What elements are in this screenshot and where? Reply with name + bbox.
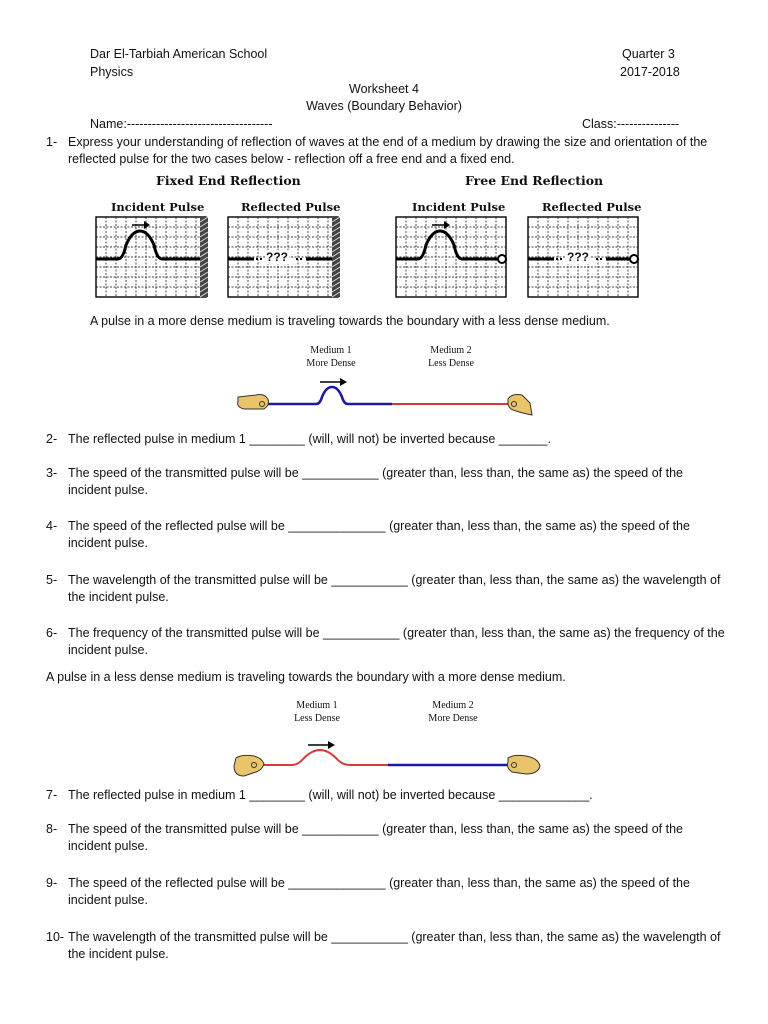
unknown-pulse-mark: ??? bbox=[567, 250, 589, 264]
free-end-ring-icon bbox=[498, 255, 506, 263]
question-4 bbox=[46, 518, 726, 552]
medium-name: Medium 2 bbox=[430, 345, 472, 356]
medium-name: Medium 2 bbox=[432, 700, 474, 711]
question-number: 4- bbox=[46, 519, 58, 533]
fixed-incident-diagram bbox=[96, 217, 214, 301]
free-end-title: Free End Reflection bbox=[465, 173, 604, 188]
medium1-label bbox=[296, 344, 366, 370]
free-reflected-label: Reflected Pulse bbox=[542, 200, 642, 214]
medium-density: More Dense bbox=[428, 713, 478, 724]
question-number: 7- bbox=[46, 788, 58, 802]
free-end-ring-icon bbox=[630, 255, 638, 263]
worksheet-topic: Waves (Boundary Behavior) bbox=[306, 99, 462, 113]
question-text: The speed of the transmitted pulse will be ___________ (greater than, less than, the same as) the speed of the incident pulse. bbox=[68, 466, 683, 497]
question-number: 5- bbox=[46, 573, 58, 587]
question-text: The speed of the reflected pulse will be ______________ (greater than, less than, the same as) the speed of the incident pulse. bbox=[68, 876, 690, 907]
question-text: The frequency of the transmitted pulse will be ___________ (greater than, less than, the same as) the frequency of the incident pulse. bbox=[68, 626, 725, 657]
fixed-wall-icon bbox=[200, 217, 208, 297]
section2-intro: A pulse in a less dense medium is traveling towards the boundary with a more dense medium. bbox=[46, 670, 566, 684]
question-5 bbox=[46, 572, 726, 606]
fixed-wall-icon bbox=[332, 217, 340, 297]
left-hand-icon bbox=[234, 755, 264, 776]
question-9 bbox=[46, 875, 726, 909]
worksheet-title: Worksheet 4 bbox=[349, 82, 419, 96]
question-3 bbox=[46, 465, 726, 499]
right-hand-icon bbox=[508, 395, 532, 416]
question-6 bbox=[46, 625, 726, 659]
medium-name: Medium 1 bbox=[310, 345, 352, 356]
medium2-label bbox=[418, 699, 488, 725]
question-1 bbox=[46, 134, 726, 168]
question-8 bbox=[46, 821, 726, 855]
right-hand-icon bbox=[508, 755, 541, 774]
question-text: The reflected pulse in medium 1 ________ (will, will not) be inverted because _____________. bbox=[68, 788, 593, 802]
medium-name: Medium 1 bbox=[296, 700, 338, 711]
question-number: 8- bbox=[46, 822, 58, 836]
question-number: 3- bbox=[46, 466, 58, 480]
question-text: Express your understanding of reflection of waves at the end of a medium by drawing the size and orientation of the reflected pulse for the two cases below - reflection off a free end and a fixed end. bbox=[68, 135, 708, 166]
fixed-incident-label: Incident Pulse bbox=[111, 200, 205, 214]
question-2 bbox=[46, 431, 726, 448]
question-10 bbox=[46, 929, 726, 963]
question-number: 1- bbox=[46, 135, 58, 149]
quarter-label: Quarter 3 bbox=[622, 47, 675, 61]
medium1-label bbox=[282, 699, 352, 725]
subject-name: Physics bbox=[90, 65, 134, 79]
question-text: The wavelength of the transmitted pulse will be ___________ (greater than, less than, the same as) the wavelength of the incident pulse. bbox=[68, 930, 721, 961]
medium-density: More Dense bbox=[306, 358, 356, 369]
question-number: 9- bbox=[46, 876, 58, 890]
school-name: Dar El-Tarbiah American School bbox=[90, 47, 268, 61]
question-number: 10- bbox=[46, 930, 65, 944]
left-hand-icon bbox=[238, 395, 269, 410]
medium-density: Less Dense bbox=[428, 358, 474, 369]
fixed-end-title: Fixed End Reflection bbox=[156, 173, 301, 188]
question-text: The speed of the transmitted pulse will be ___________ (greater than, less than, the same as) the speed of the incident pulse. bbox=[68, 822, 683, 853]
unknown-pulse-mark: ??? bbox=[266, 250, 288, 264]
medium-density: Less Dense bbox=[294, 713, 340, 724]
medium2-label bbox=[416, 344, 486, 370]
class-field: Class:--------------- bbox=[582, 117, 680, 131]
name-field: Name:----------------------------------- bbox=[90, 117, 273, 131]
question-text: The speed of the reflected pulse will be ______________ (greater than, less than, the same as) the speed of the incident pulse. bbox=[68, 519, 690, 550]
direction-arrow-icon bbox=[320, 378, 347, 386]
question-text: The reflected pulse in medium 1 ________ (will, will not) be inverted because _______. bbox=[68, 432, 551, 446]
free-incident-diagram bbox=[396, 217, 514, 301]
rope-diagram-light-to-dense bbox=[232, 736, 544, 786]
section1-intro: A pulse in a more dense medium is traveling towards the boundary with a less dense medium. bbox=[90, 314, 610, 328]
question-text: The wavelength of the transmitted pulse will be ___________ (greater than, less than, the same as) the wavelength of the incident pulse. bbox=[68, 573, 721, 604]
direction-arrow-icon bbox=[308, 741, 335, 749]
fixed-reflected-label: Reflected Pulse bbox=[241, 200, 341, 214]
question-number: 2- bbox=[46, 432, 58, 446]
year-label: 2017-2018 bbox=[620, 65, 680, 79]
free-incident-label: Incident Pulse bbox=[412, 200, 506, 214]
question-7 bbox=[46, 787, 726, 804]
rope-diagram-dense-to-light bbox=[236, 375, 536, 425]
question-number: 6- bbox=[46, 626, 58, 640]
